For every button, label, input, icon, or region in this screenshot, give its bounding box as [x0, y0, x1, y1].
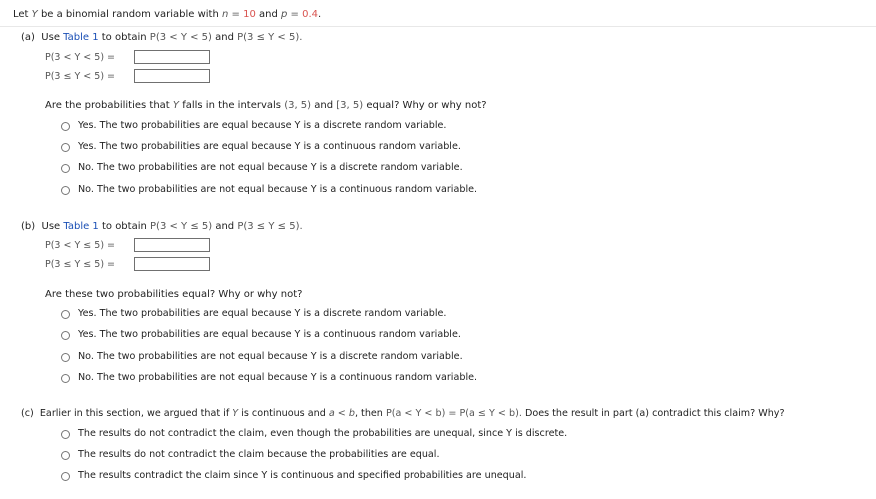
part-a-q-and: and [311, 100, 337, 111]
intro-p-val: 0.4 [302, 9, 319, 20]
problem-intro [13, 9, 321, 20]
part-b-option-3[interactable]: No. The two probabilities are not equal because Y is a discrete random variable. [78, 351, 463, 362]
divider [0, 26, 876, 27]
part-b-question: Are these two probabilities equal? Why or why not? [45, 289, 303, 300]
part-c-cond: a < b [328, 408, 355, 419]
part-a-option-1-radio[interactable] [61, 122, 70, 131]
part-c-option-1-radio[interactable] [61, 430, 70, 439]
part-c-post: Does the result in part (a) contradict this claim? Why? [521, 408, 785, 419]
table-1-link[interactable]: Table 1 [63, 32, 99, 43]
part-c-expr: P(a < Y < b) = P(a ≤ Y < b). [385, 408, 522, 419]
part-a-eq1-label: P(3 < Y < 5) = [45, 52, 116, 63]
part-b-and: and [212, 221, 238, 232]
intro-mid: be a binomial random variable with [37, 9, 222, 20]
part-a-option-2-radio[interactable] [61, 143, 70, 152]
part-a-q-pre: Are the probabilities that [45, 100, 173, 111]
part-b-obtain: to obtain [98, 221, 151, 232]
part-a-expr1: P(3 < Y < 5) [149, 32, 212, 43]
part-a-option-1[interactable]: Yes. The two probabilities are equal because Y is a discrete random variable. [78, 120, 447, 131]
part-a-option-3[interactable]: No. The two probabilities are not equal because Y is a discrete random variable. [78, 162, 463, 173]
part-c-option-3-radio[interactable] [61, 472, 70, 481]
part-a-answer-1[interactable] [134, 50, 210, 64]
part-a-option-3-radio[interactable] [61, 164, 70, 173]
part-a-use: Use [41, 32, 64, 43]
part-b-label: (b) [21, 221, 36, 232]
intro-var: Y [31, 9, 38, 20]
part-a-obtain: to obtain [98, 32, 150, 43]
intro-n-eq: = [228, 9, 244, 20]
intro-p-eq: = [287, 9, 303, 20]
part-c-label: (c) [21, 408, 34, 419]
intro-n-val: 10 [243, 9, 256, 20]
part-a-option-4[interactable]: No. The two probabilities are not equal because Y is a continuous random variable. [78, 184, 478, 195]
part-a-label: (a) [21, 32, 35, 43]
part-b-use: Use [41, 221, 64, 232]
part-a-option-4-radio[interactable] [61, 186, 70, 195]
part-b-option-2[interactable]: Yes. The two probabilities are equal because Y is a continuous random variable. [78, 329, 461, 340]
part-c-prompt [21, 408, 785, 419]
part-c-mid: is continuous and [238, 408, 329, 419]
part-a-q-mid: falls in the intervals [179, 100, 285, 111]
part-a-interval2: [3, 5) [336, 100, 364, 111]
part-a-interval1: (3, 5) [284, 100, 312, 111]
part-b-answer-2[interactable] [134, 257, 210, 271]
part-c-var: Y [232, 408, 239, 419]
part-a-question [45, 100, 487, 111]
intro-n-var: n [222, 9, 229, 20]
part-b-expr2: P(3 ≤ Y ≤ 5). [237, 221, 303, 232]
part-b-option-2-radio[interactable] [61, 331, 70, 340]
part-c-option-1[interactable]: The results do not contradict the claim, even though the probabilities are unequal, since Y is discrete. [78, 428, 568, 439]
part-b-prompt [21, 221, 303, 232]
intro-and: and [255, 9, 281, 20]
part-b-option-4-radio[interactable] [61, 374, 70, 383]
part-b-eq1-label: P(3 < Y ≤ 5) = [45, 240, 116, 251]
part-b-expr1: P(3 < Y ≤ 5) [150, 221, 213, 232]
part-c-pre: Earlier in this section, we argued that if [39, 408, 233, 419]
part-b-option-1[interactable]: Yes. The two probabilities are equal because Y is a discrete random variable. [78, 308, 447, 319]
table-1-link-b[interactable]: Table 1 [63, 221, 99, 232]
part-b-answer-1[interactable] [134, 238, 210, 252]
part-a-q-post: equal? Why or why not? [363, 100, 487, 111]
part-c-option-2-radio[interactable] [61, 451, 70, 460]
part-a-expr2: P(3 ≤ Y < 5). [237, 32, 303, 43]
part-c-option-2[interactable]: The results do not contradict the claim because the probabilities are equal. [78, 449, 440, 460]
intro-p-var: p [281, 9, 288, 20]
part-c-option-3[interactable]: The results contradict the claim since Y is continuous and specified probabilities are unequal. [78, 470, 527, 481]
part-a-answer-2[interactable] [134, 69, 210, 83]
intro-text: Let [13, 9, 32, 20]
intro-end: . [318, 9, 322, 20]
part-a-q-var: Y [172, 100, 180, 111]
part-b-eq2-label: P(3 ≤ Y ≤ 5) = [45, 259, 116, 270]
part-b-option-1-radio[interactable] [61, 310, 70, 319]
part-c-then: , then [354, 408, 386, 419]
part-a-and: and [211, 32, 238, 43]
part-a-option-2[interactable]: Yes. The two probabilities are equal because Y is a continuous random variable. [78, 141, 461, 152]
part-b-option-4[interactable]: No. The two probabilities are not equal because Y is a continuous random variable. [78, 372, 478, 383]
part-a-eq2-label: P(3 ≤ Y < 5) = [45, 71, 116, 82]
part-b-option-3-radio[interactable] [61, 353, 70, 362]
part-a-prompt [21, 32, 302, 43]
